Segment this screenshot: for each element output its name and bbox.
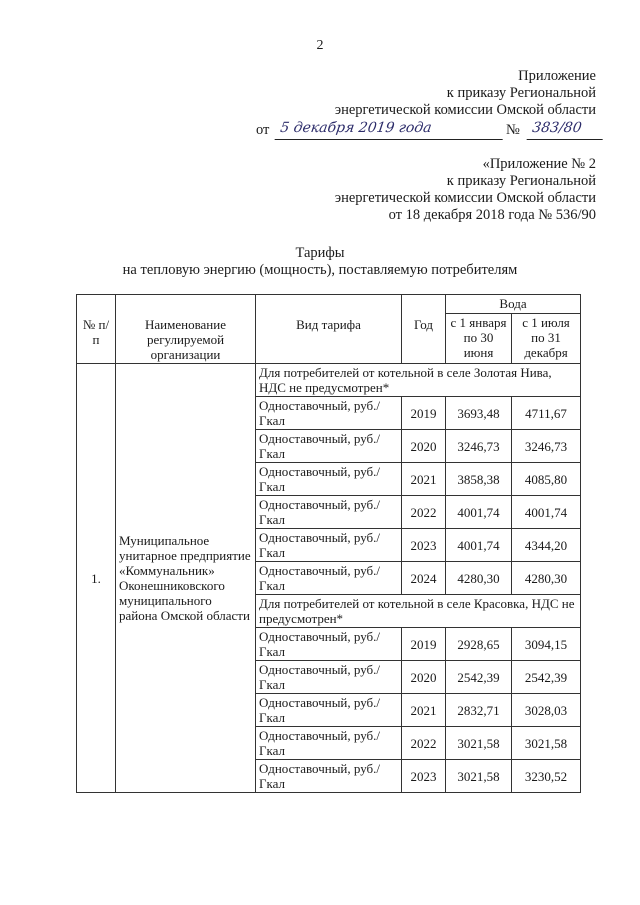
year: 2020 [402, 430, 446, 463]
year: 2019 [402, 397, 446, 430]
tariff-period-1: 3858,38 [446, 463, 512, 496]
year: 2021 [402, 463, 446, 496]
tariff-period-1: 3246,73 [446, 430, 512, 463]
page-number: 2 [316, 38, 324, 53]
year: 2024 [402, 562, 446, 595]
tariff-period-2: 3246,73 [512, 430, 581, 463]
tariff-type: Одноставочный, руб./Гкал [256, 562, 402, 595]
tariff-period-1: 2832,71 [446, 694, 512, 727]
tariff-period-1: 4001,74 [446, 496, 512, 529]
tariff-period-2: 4344,20 [512, 529, 581, 562]
tariff-period-2: 4085,80 [512, 463, 581, 496]
tariff-type: Одноставочный, руб./Гкал [256, 628, 402, 661]
tariff-period-1: 3693,48 [446, 397, 512, 430]
tariff-period-2: 3230,52 [512, 760, 581, 793]
organization-name: Муниципальное унитарное предприятие «Коммунальник» Оконешниковского муниципального района Омской области [116, 364, 256, 793]
header-organization: Наименование регулируемой организации [116, 295, 256, 364]
handwritten-order-number: 383/80 [527, 120, 606, 140]
tariff-period-1: 4001,74 [446, 529, 512, 562]
tariff-period-1: 4280,30 [446, 562, 512, 595]
header-tariff-type: Вид тарифа [256, 295, 402, 364]
year: 2023 [402, 760, 446, 793]
header-num: № п/п [77, 295, 116, 364]
tariff-period-2: 2542,39 [512, 661, 581, 694]
tariff-period-2: 3094,15 [512, 628, 581, 661]
tariff-period-1: 2928,65 [446, 628, 512, 661]
header-water: Вода [446, 295, 581, 314]
tariff-period-2: 4001,74 [512, 496, 581, 529]
tariff-period-1: 3021,58 [446, 760, 512, 793]
appendix-line: «Приложение № 2 [482, 156, 596, 172]
tariff-type: Одноставочный, руб./Гкал [256, 496, 402, 529]
tariff-type: Одноставочный, руб./Гкал [256, 760, 402, 793]
ot-label: от [256, 122, 270, 138]
year: 2021 [402, 694, 446, 727]
tariff-period-1: 3021,58 [446, 727, 512, 760]
title-line: Тарифы [295, 245, 345, 261]
tariff-period-2: 3021,58 [512, 727, 581, 760]
year: 2019 [402, 628, 446, 661]
year: 2023 [402, 529, 446, 562]
tariff-type: Одноставочный, руб./Гкал [256, 397, 402, 430]
section-heading: Для потребителей от котельной в селе Золотая Нива, НДС не предусмотрен* [256, 364, 581, 397]
appendix-line: к приказу Региональной [446, 173, 596, 189]
tariff-period-2: 4280,30 [512, 562, 581, 595]
tariff-type: Одноставочный, руб./Гкал [256, 661, 402, 694]
section-heading: Для потребителей от котельной в селе Красовка, НДС не предусмотрен* [256, 595, 581, 628]
appendix-header [335, 68, 596, 119]
appendix-line: Приложение [518, 68, 596, 84]
row-number: 1. [77, 364, 116, 793]
tariff-type: Одноставочный, руб./Гкал [256, 463, 402, 496]
previous-appendix-reference [335, 156, 596, 224]
tariff-type: Одноставочный, руб./Гкал [256, 694, 402, 727]
tariff-type: Одноставочный, руб./Гкал [256, 430, 402, 463]
tariff-period-2: 3028,03 [512, 694, 581, 727]
document-title [0, 245, 640, 279]
tariff-period-2: 4711,67 [512, 397, 581, 430]
number-sign: № [506, 122, 520, 138]
order-date-number-line [256, 120, 602, 142]
appendix-line: энергетической комиссии Омской области [334, 102, 596, 118]
appendix-line: энергетической комиссии Омской области [334, 190, 596, 206]
header-period-2: с 1 июля по 31 декабря [512, 313, 581, 363]
title-line: на тепловую энергию (мощность), поставляемую потребителям [122, 262, 518, 278]
appendix-line: от 18 декабря 2018 года № 536/90 [388, 207, 596, 223]
tariff-type: Одноставочный, руб./Гкал [256, 727, 402, 760]
tariff-table [76, 294, 581, 793]
year: 2022 [402, 727, 446, 760]
tariff-period-1: 2542,39 [446, 661, 512, 694]
year: 2022 [402, 496, 446, 529]
header-year: Год [402, 295, 446, 364]
appendix-line: к приказу Региональной [446, 85, 596, 101]
handwritten-date: 5 декабря 2019 года [275, 120, 506, 140]
year: 2020 [402, 661, 446, 694]
header-period-1: с 1 января по 30 июня [446, 313, 512, 363]
tariff-type: Одноставочный, руб./Гкал [256, 529, 402, 562]
